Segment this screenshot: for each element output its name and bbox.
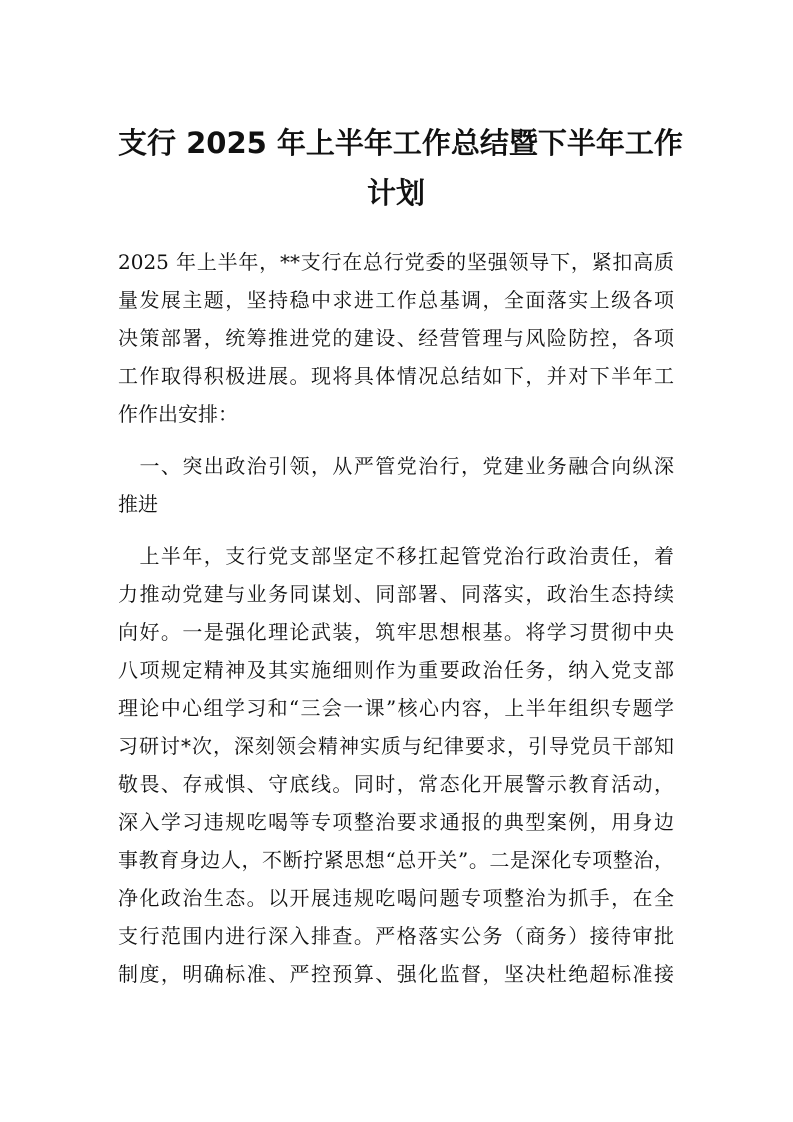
body-line: 2025 年上半年，**支行在总行党委的坚强领导下，紧扣高质	[118, 250, 674, 274]
body-line: 上半年，支行党支部坚定不移扛起管党治行政治责任，着	[118, 544, 674, 568]
document-title-line-2: 计划	[366, 176, 425, 210]
body-line: 力推动党建与业务同谋划、同部署、同落实，政治生态持续	[118, 582, 674, 606]
body-line: 理论中心组学习和“三会一课”核心内容，上半年组织专题学	[118, 696, 674, 720]
section-heading-line: 推进	[118, 492, 158, 516]
body-line: 事教育身边人，不断拧紧思想“总开关”。二是深化专项整治，	[118, 848, 674, 872]
body-line: 决策部署，统筹推进党的建设、经营管理与风险防控，各项	[118, 326, 674, 350]
body-line: 作作出安排：	[118, 402, 238, 426]
body-line: 八项规定精神及其实施细则作为重要政治任务，纳入党支部	[118, 658, 674, 682]
body-line: 习研讨*次，深刻领会精神实质与纪律要求，引导党员干部知	[118, 734, 674, 758]
body-line: 工作取得积极进展。现将具体情况总结如下，并对下半年工	[118, 364, 674, 388]
body-line: 向好。一是强化理论武装，筑牢思想根基。将学习贯彻中央	[118, 620, 674, 644]
body-line: 深入学习违规吃喝等专项整治要求通报的典型案例，用身边	[118, 810, 674, 834]
body-line: 净化政治生态。以开展违规吃喝问题专项整治为抓手，在全	[118, 886, 674, 910]
document-title-line-1: 支行 2025 年上半年工作总结暨下半年工作	[118, 126, 683, 160]
body-line: 制度，明确标准、严控预算、强化监督，坚决杜绝超标准接	[118, 962, 674, 986]
body-line: 敬畏、存戒惧、守底线。同时，常态化开展警示教育活动，	[118, 772, 674, 796]
body-line: 量发展主题，坚持稳中求进工作总基调，全面落实上级各项	[118, 288, 674, 312]
section-heading-line: 一、突出政治引领，从严管党治行，党建业务融合向纵深	[118, 454, 674, 478]
body-line: 支行范围内进行深入排查。严格落实公务（商务）接待审批	[118, 924, 674, 948]
